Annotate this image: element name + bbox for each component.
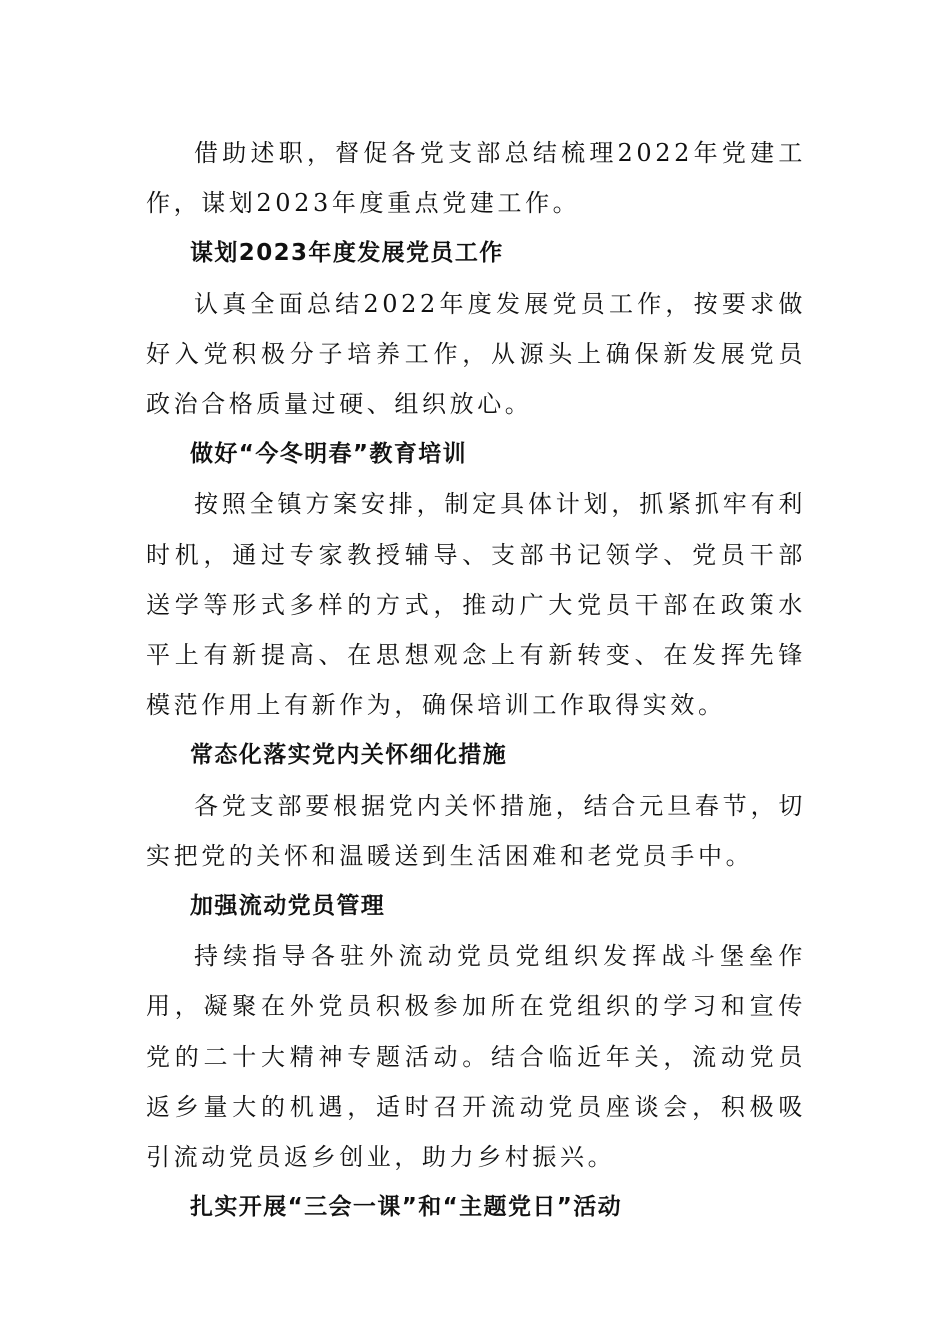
paragraph-winter-spring-training: 按照全镇方案安排，制定具体计划，抓紧抓牢有利时机，通过专家教授辅导、支部书记领学、党员干部送学等形式多样的方式，推动广大党员干部在政策水平上有新提高、在思想观念上有新转变、在发挥先锋模范作用上有新作为，确保培训工作取得实效。 xyxy=(146,490,806,720)
heading-winter-spring-training: 做好“今冬明春”教育培训 xyxy=(190,441,468,468)
heading-party-member-development: 谋划2023年度发展党员工作 xyxy=(190,240,504,267)
paragraph-mobile-member-management: 持续指导各驻外流动党员党组织发挥战斗堡垒作用，凝聚在外党员积极参加所在党组织的学习和宣传党的二十大精神专题活动。结合临近年关，流动党员返乡量大的机遇，适时召开流动党员座谈会，积极吸引流动党员返乡创业，助力乡村振兴。 xyxy=(146,942,806,1172)
document-page xyxy=(146,128,806,1232)
paragraph-party-member-development: 认真全面总结2022年度发展党员工作，按要求做好入党积极分子培养工作，从源头上确保新发展党员政治合格质量过硬、组织放心。 xyxy=(146,289,806,419)
heading-three-meetings-activity: 扎实开展“三会一课”和“主题党日”活动 xyxy=(190,1194,623,1221)
heading-party-care-measures: 常态化落实党内关怀细化措施 xyxy=(190,742,508,769)
paragraph-review-work: 借助述职，督促各党支部总结梳理2022年党建工作，谋划2023年度重点党建工作。 xyxy=(146,139,806,218)
paragraph-party-care-measures: 各党支部要根据党内关怀措施，结合元旦春节，切实把党的关怀和温暖送到生活困难和老党员手中。 xyxy=(146,791,806,870)
heading-mobile-member-management: 加强流动党员管理 xyxy=(190,893,386,920)
